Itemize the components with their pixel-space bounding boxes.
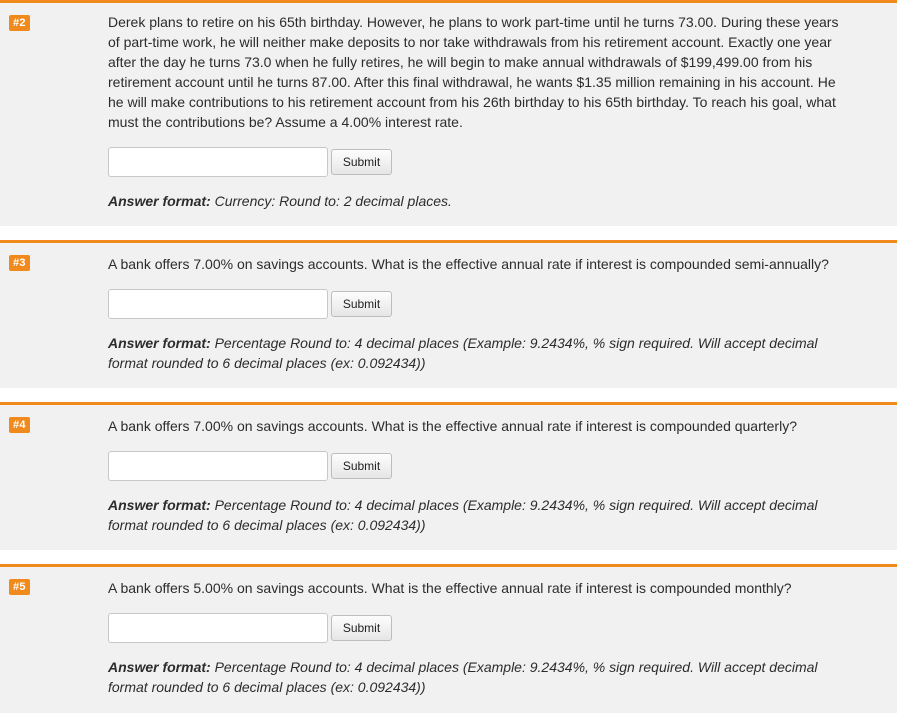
answer-row <box>108 147 853 177</box>
question-block-3 <box>0 240 897 388</box>
answer-format-label: Answer format: <box>108 335 211 351</box>
answer-format-label: Answer format: <box>108 193 211 209</box>
answer-input[interactable] <box>108 147 328 177</box>
question-body <box>108 416 853 535</box>
submit-button[interactable]: Submit <box>331 615 392 641</box>
answer-input[interactable] <box>108 613 328 643</box>
question-number-badge: #4 <box>9 417 30 433</box>
answer-format-text: Percentage Round to: 4 decimal places (Example: 9.2434%, % sign required. Will accept decimal format rounded to 6 decimal places (ex: 0.092434)) <box>108 497 818 533</box>
question-block-2 <box>0 0 897 226</box>
question-block-4 <box>0 402 897 550</box>
question-number-badge: #2 <box>9 15 30 31</box>
question-body <box>108 12 853 211</box>
question-text: Derek plans to retire on his 65th birthday. However, he plans to work part-time until he turns 73.00. During these years of part-time work, he will neither make deposits to nor take withdrawals from his retirement account. Exactly one year after the day he turns 73.0 when he fully retires, he will begin to make annual withdrawals of $199,499.00 from his retirement account until he turns 87.00. After this final withdrawal, he wants $1.35 million remaining in his account. He he will make contributions to his retirement account from his 26th birthday to his 65th birthday. To reach his goal, what must the contributions be? Assume a 4.00% interest rate. <box>108 14 839 130</box>
answer-row <box>108 613 853 643</box>
question-number-badge: #5 <box>9 579 30 595</box>
answer-format <box>108 657 853 697</box>
submit-button[interactable]: Submit <box>331 149 392 175</box>
question-text: A bank offers 7.00% on savings accounts. What is the effective annual rate if interest is compounded quarterly? <box>108 418 797 434</box>
answer-format-text: Percentage Round to: 4 decimal places (Example: 9.2434%, % sign required. Will accept decimal format rounded to 6 decimal places (ex: 0.092434)) <box>108 335 818 371</box>
question-block-5 <box>0 564 897 713</box>
answer-input[interactable] <box>108 289 328 319</box>
answer-format-label: Answer format: <box>108 497 211 513</box>
answer-format <box>108 495 853 535</box>
answer-format <box>108 191 853 211</box>
answer-format-label: Answer format: <box>108 659 211 675</box>
question-number-badge: #3 <box>9 255 30 271</box>
question-text: A bank offers 7.00% on savings accounts. What is the effective annual rate if interest is compounded semi-annually? <box>108 256 829 272</box>
question-body <box>108 578 853 697</box>
answer-input[interactable] <box>108 451 328 481</box>
answer-row <box>108 451 853 481</box>
question-body <box>108 254 853 373</box>
answer-format-text: Percentage Round to: 4 decimal places (Example: 9.2434%, % sign required. Will accept decimal format rounded to 6 decimal places (ex: 0.092434)) <box>108 659 818 695</box>
answer-row <box>108 289 853 319</box>
answer-format <box>108 333 853 373</box>
answer-format-text: Currency: Round to: 2 decimal places. <box>214 193 452 209</box>
submit-button[interactable]: Submit <box>331 453 392 479</box>
submit-button[interactable]: Submit <box>331 291 392 317</box>
question-text: A bank offers 5.00% on savings accounts. What is the effective annual rate if interest is compounded monthly? <box>108 580 792 596</box>
